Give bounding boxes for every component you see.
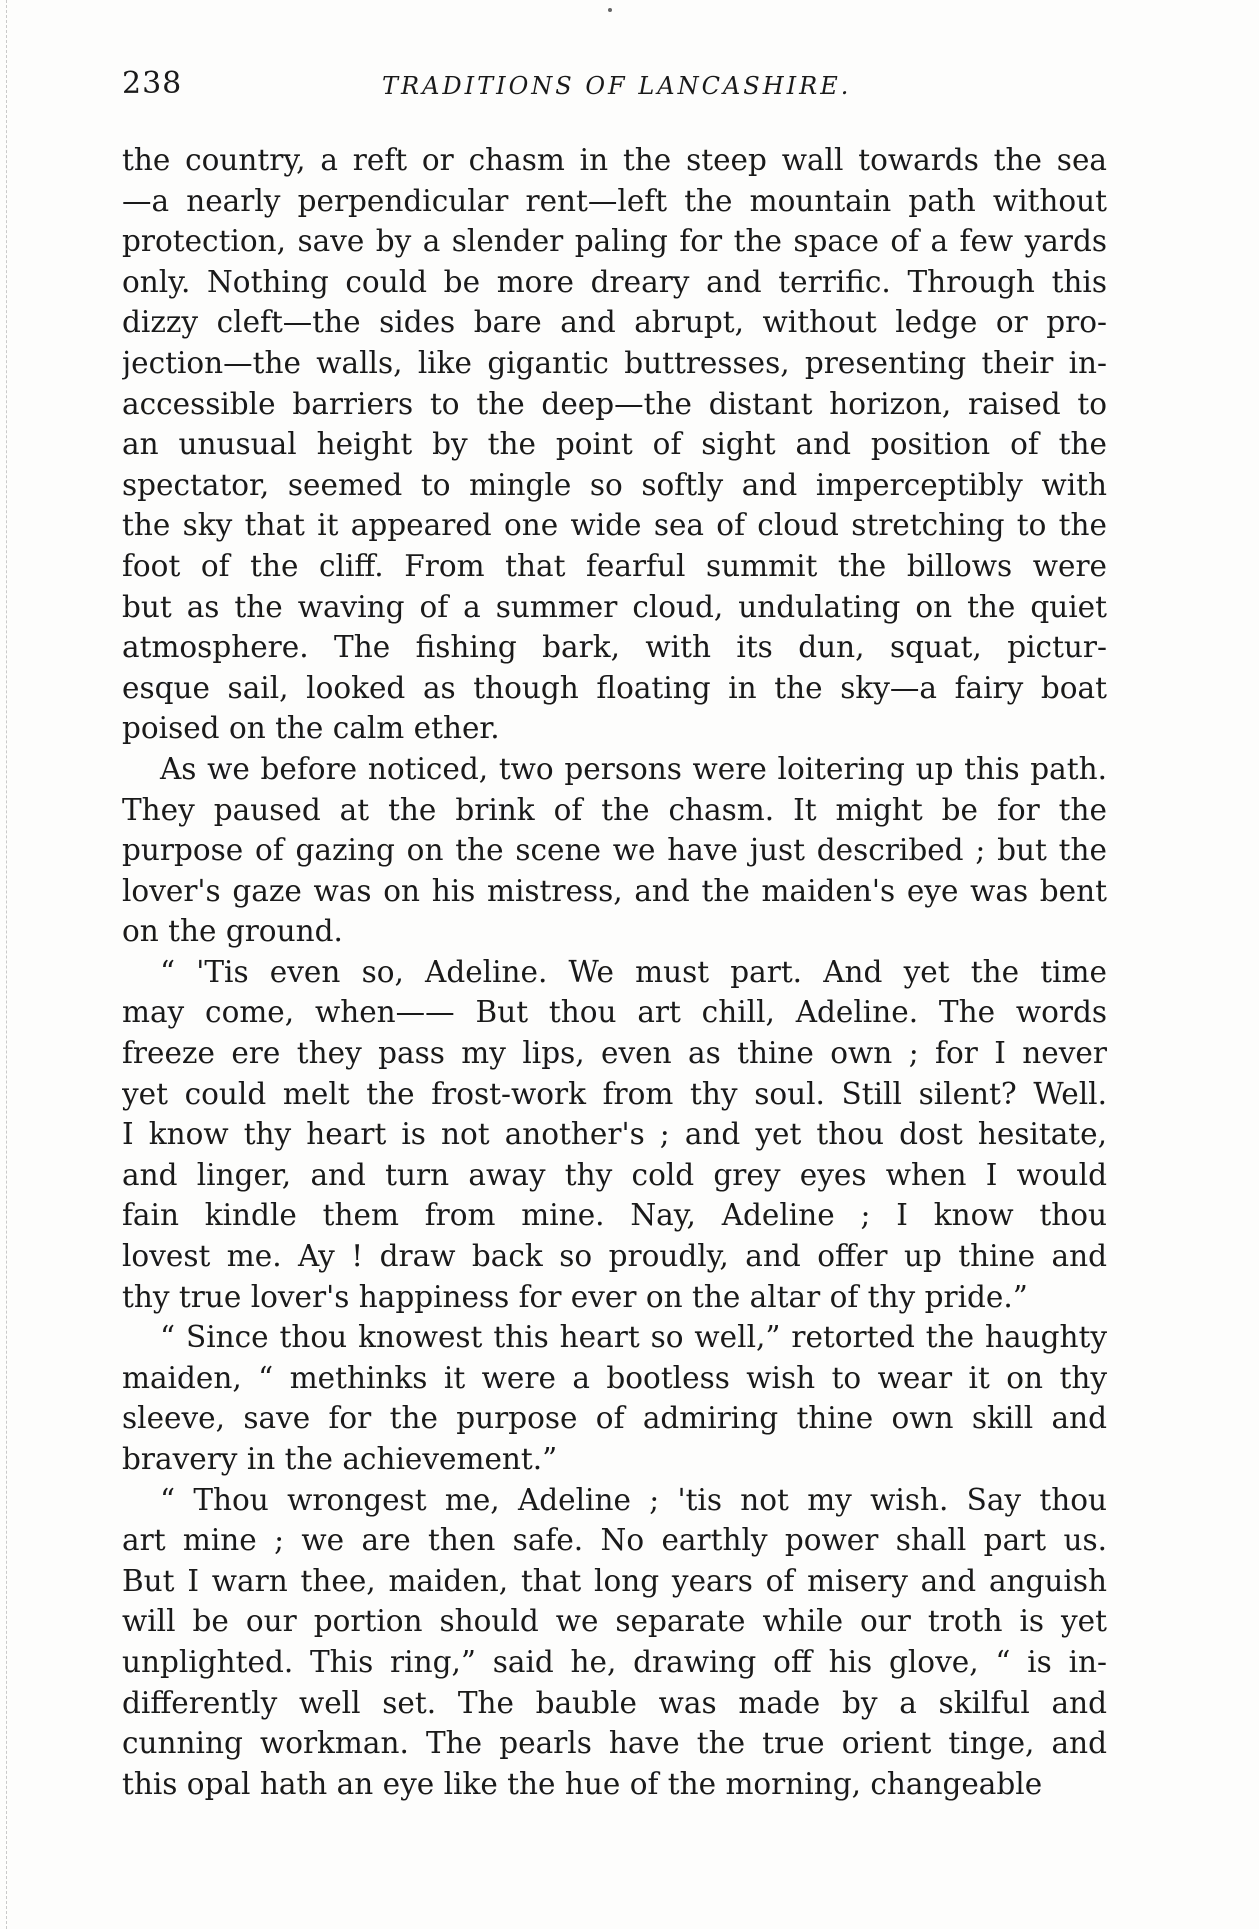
text-line: lovest me. Ay ! draw back so proudly, and offer up thine and — [122, 1239, 1107, 1274]
paragraph — [122, 140, 1107, 749]
text-line: I know thy heart is not another's ; and yet thou dost hesitate, — [122, 1117, 1107, 1152]
text-line: freeze ere they pass my lips, even as thine own ; for I never — [122, 1036, 1107, 1071]
text-body — [122, 140, 1107, 1804]
text-line: lover's gaze was on his mistress, and the maiden's eye was bent — [122, 873, 1107, 908]
text-line: protection, save by a slender paling for the space of a few yards — [122, 224, 1107, 259]
text-line: foot of the cliff. From that fearful summit the billows were — [122, 548, 1107, 583]
text-line: and linger, and turn away thy cold grey eyes when I would — [122, 1157, 1107, 1192]
text-line: esque sail, looked as though floating in the sky—a fairy boat — [122, 670, 1107, 705]
text-line: They paused at the brink of the chasm. It might be for the — [122, 792, 1107, 827]
text-line: maiden, “ methinks it were a bootless wish to wear it on thy — [122, 1360, 1107, 1395]
print-mark — [608, 8, 612, 12]
text-line: the sky that it appeared one wide sea of cloud stretching to the — [122, 508, 1107, 543]
page-number: 238 — [122, 66, 183, 101]
text-line: only. Nothing could be more dreary and terrific. Through this — [122, 264, 1107, 299]
text-line: but as the waving of a summer cloud, undulating on the quiet — [122, 589, 1107, 624]
text-line: But I warn thee, maiden, that long years of misery and anguish — [122, 1563, 1107, 1598]
paragraph — [122, 1317, 1107, 1479]
text-line: accessible barriers to the deep—the distant horizon, raised to — [122, 386, 1107, 421]
paragraph — [122, 749, 1107, 952]
text-line: —a nearly perpendicular rent—left the mountain path without — [122, 183, 1107, 218]
running-head — [122, 64, 1122, 104]
text-line: the country, a reft or chasm in the steep wall towards the sea — [122, 143, 1107, 177]
text-line: an unusual height by the point of sight and position of the — [122, 427, 1107, 462]
text-line: As we before noticed, two persons were loitering up this path. — [160, 751, 1107, 786]
text-line: atmosphere. The fishing bark, with its dun, squat, pictur- — [122, 630, 1107, 665]
text-line: differently well set. The bauble was made by a skilful and — [122, 1685, 1107, 1720]
text-line: dizzy cleft—the sides bare and abrupt, without ledge or pro- — [122, 305, 1107, 340]
text-line: spectator, seemed to mingle so softly and imperceptibly with — [122, 467, 1107, 502]
paragraph — [122, 1480, 1107, 1805]
text-line: thy true lover's happiness for ever on the altar of thy pride.” — [122, 1279, 1028, 1314]
paragraph — [122, 952, 1107, 1317]
text-line: this opal hath an eye like the hue of the morning, changeable — [122, 1766, 1043, 1801]
text-line: jection—the walls, like gigantic buttresses, presenting their in- — [122, 345, 1107, 380]
page-gutter-edge — [6, 0, 7, 1929]
text-line: sleeve, save for the purpose of admiring thine own skill and — [122, 1401, 1107, 1436]
text-line: poised on the calm ether. — [122, 711, 500, 746]
text-line: may come, when—— But thou art chill, Adeline. The words — [122, 995, 1107, 1030]
text-line: bravery in the achievement.” — [122, 1442, 558, 1476]
text-line: purpose of gazing on the scene we have just described ; but the — [122, 833, 1107, 868]
text-line: “ Since thou knowest this heart so well,” retorted the haughty — [160, 1320, 1107, 1355]
text-line: fain kindle them from mine. Nay, Adeline ; I know thou — [122, 1198, 1107, 1233]
text-line: on the ground. — [122, 914, 343, 949]
text-line: cunning workman. The pearls have the true orient tinge, and — [122, 1726, 1107, 1761]
text-line: art mine ; we are then safe. No earthly power shall part us. — [122, 1523, 1107, 1558]
text-line: unplighted. This ring,” said he, drawing off his glove, “ is in- — [122, 1644, 1107, 1679]
text-line: will be our portion should we separate while our troth is yet — [122, 1604, 1107, 1639]
text-line: “ 'Tis even so, Adeline. We must part. And yet the time — [160, 954, 1107, 989]
running-title: TRADITIONS OF LANCASHIRE. — [382, 72, 852, 100]
text-line: yet could melt the frost-work from thy soul. Still silent? Well. — [122, 1076, 1107, 1111]
text-line: “ Thou wrongest me, Adeline ; 'tis not my wish. Say thou — [160, 1482, 1107, 1517]
